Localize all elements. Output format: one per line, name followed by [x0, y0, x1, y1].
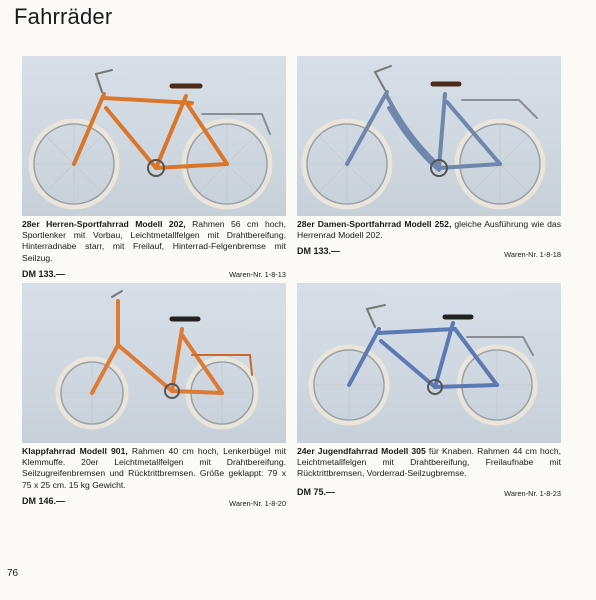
page-number: 76 [7, 568, 19, 579]
product-description [22, 446, 286, 491]
article-number: Waren-Nr. 1-8-23 [504, 489, 561, 498]
article-number: Waren-Nr. 1-8-18 [504, 250, 561, 259]
product-details: Rahmen 40 cm hoch, Lenkerbügel mit Klemmuffe. 20er Leichtmetallfelgen mit Drahtbereifung. Seilzugreifenbremsen und Rücktrittbremsen. Größe geklappt: 79 x 75 x 25 cm. 15 kg Gewicht. [22, 446, 286, 490]
article-number: Waren-Nr. 1-8-20 [229, 499, 286, 508]
bicycle-illustration [297, 56, 561, 216]
page-title: Fahrräder [14, 4, 113, 29]
product-photo [297, 283, 561, 443]
product-price: DM 75.— [297, 487, 336, 497]
product-name: 28er Damen-Sportfahrrad Modell 252, [297, 219, 452, 229]
product-details: für Knaben. Rahmen 44 cm hoch, Leichtmetallfelgen mit Drahtbereifung, Freilaufnabe mit Rücktrittbremsen, Vorderrad-Seilzugbremse. [297, 446, 561, 479]
product-name: 24er Jugendfahrrad Modell 305 [297, 446, 426, 456]
bicycle-illustration [22, 56, 286, 216]
product-price: DM 133.— [22, 269, 66, 279]
product-description [297, 446, 561, 480]
product-details: gleiche Ausführung wie das Herrenrad Modell 202. [297, 219, 562, 241]
article-number: Waren-Nr. 1-8-13 [229, 270, 286, 279]
product-details: Rahmen 56 cm hoch, Sportlenker mit Vorbau, Leichtmetallfelgen mit Drahtbereifung. Hinterradnabe starr, mit Freilauf, Hinterrad-Felgenbremse mit Seilzug. [22, 219, 286, 263]
bicycle-illustration [297, 283, 561, 443]
product-price: DM 133.— [297, 246, 341, 256]
product-photo [297, 56, 561, 216]
product-name: 28er Herren-Sportfahrrad Modell 202, [22, 219, 186, 229]
product-photo [22, 283, 286, 443]
product-description [297, 219, 561, 241]
product-price: DM 146.— [22, 496, 66, 506]
product-photo [22, 56, 286, 216]
product-description [22, 219, 286, 264]
product-name: Klappfahrrad Modell 901, [22, 446, 128, 456]
bicycle-illustration [22, 283, 286, 443]
